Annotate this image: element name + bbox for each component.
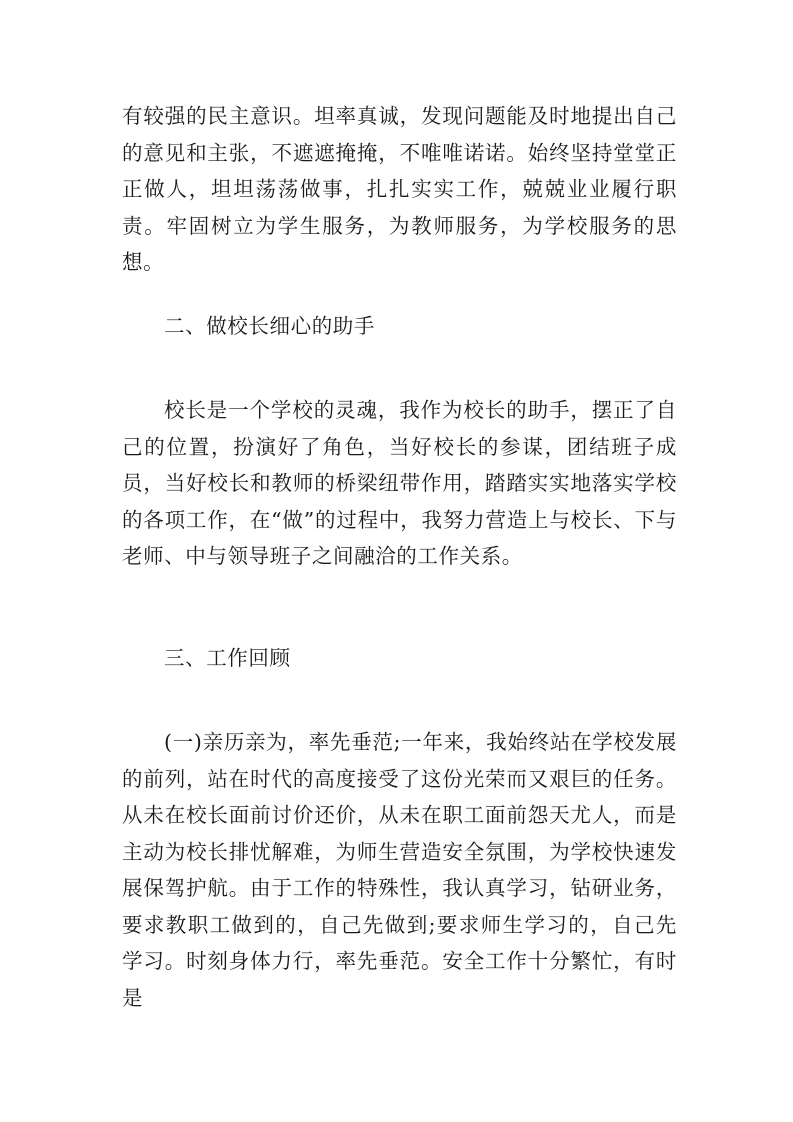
paragraph-principal-assistant: 校长是一个学校的灵魂，我作为校长的助手，摆正了自己的位置，扮演好了角色，当好校长的参谋，团结班子成员，当好校长和教师的桥梁纽带作用，踏踏实实地落实学校的各项工作，在“做”的过程中，我努力营造上与校长、下与老师、中与领导班子之间融洽的工作关系。 <box>122 398 677 568</box>
paragraph-lead-by-example: (一)亲历亲为，率先垂范;一年来，我始终站在学校发展的前列，站在时代的高度接受了这份光荣而又艰巨的任务。从未在校长面前讨价还价，从未在职工面前怨天尤人，而是主动为校长排忧解难，为师生营造安全氛围，为学校快速发展保驾护航。由于工作的特殊性，我认真学习，钻研业务，要求教职工做到的，自己先做到;要求师生学习的，自己先学习。时刻身体力行，率先垂范。安全工作十分繁忙，有时是 <box>122 730 677 1010</box>
section-heading-work-review: 三、工作回顾 <box>164 646 291 670</box>
paragraph-democratic-awareness: 有较强的民主意识。坦率真诚，发现问题能及时地提出自己的意见和主张，不遮遮掩掩，不唯唯诺诺。始终坚持堂堂正正做人，坦坦荡荡做事，扎扎实实工作，兢兢业业履行职责。牢固树立为学生服务，为教师服务，为学校服务的思想。 <box>122 104 677 274</box>
section-heading-assistant: 二、做校长细心的助手 <box>164 314 375 338</box>
